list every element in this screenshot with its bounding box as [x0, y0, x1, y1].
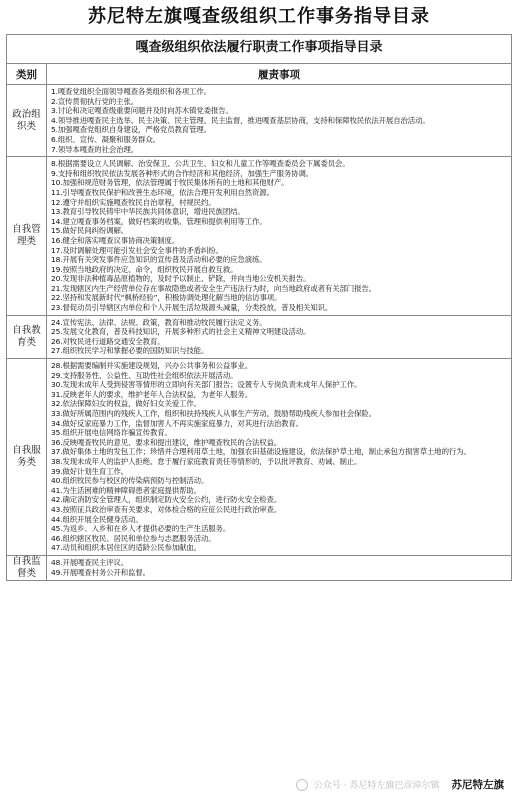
- category-cell: 自我管理类: [7, 157, 47, 316]
- duty-item: 42.确定消防安全管理人，组织制定防火安全公约，进行防火安全检查。: [51, 495, 282, 505]
- duty-item: 45.为返乡、入乡和在乡人才提供必要的生产生活服务。: [51, 524, 231, 534]
- duty-item: 46.组织辖区牧民、居民和单位参与志愿服务活动。: [51, 533, 216, 543]
- duty-item: 24.宣传宪法、法律、法规、政策，教育和推动牧民履行法定义务。: [51, 317, 267, 327]
- duty-item: 27.组织牧民学习和掌握必要的国防知识与技能。: [51, 346, 209, 356]
- duty-item: 32.依法保障妇女的权益，做好妇女关爱工作。: [51, 399, 201, 409]
- table-row: [7, 85, 512, 157]
- duty-item: 7.领导本嘎查的社会治理。: [51, 144, 139, 154]
- watermark-text: 公众号 · 苏尼特左旗巴彦淖尔镇: [313, 781, 440, 791]
- duty-item: 31.反映老年人的要求，维护老年人合法权益，为老年人服务。: [51, 389, 253, 399]
- duty-item: 48.开展嘎查民主评议。: [51, 558, 129, 568]
- category-cell: 自我服务类: [7, 359, 47, 556]
- duty-item: 39.做好计划生育工作。: [51, 466, 129, 476]
- duty-item: 36.反映嘎查牧民的意见、要求和提出建议，维护嘎查牧民的合法权益。: [51, 437, 282, 447]
- duty-item: 23.督促动员引导辖区内单位和个人开展生活垃圾源头减量，分类投放，普及相关知识。: [51, 303, 333, 313]
- watermark-badge: 苏尼特左旗: [446, 775, 511, 794]
- duty-item: 8.根据需要设立人民调解、治安保卫、公共卫生、妇女和儿童工作等嘎查委员会下属委员会。: [51, 159, 350, 169]
- category-cell: 政治组织类: [7, 85, 47, 157]
- duties-cell: [47, 157, 512, 316]
- table-row: [7, 555, 512, 580]
- duty-item: 13.教育引导牧民铸牢中华民族共同体意识，增进民族团结。: [51, 207, 245, 217]
- duty-item: 18.开展有关突发事件应急知识的宣传普及活动和必要的应急演练。: [51, 255, 267, 265]
- duties-cell: [47, 85, 512, 157]
- duties-cell: [47, 555, 512, 580]
- duty-item: 4.领导推进嘎查民主选举、民主决策、民主管理、民主监督，推进嘎查基层协商，支持和保障牧民依法开展自治活动。: [51, 115, 430, 125]
- duty-item: 16.健全和落实嘎查议事协商决策制度。: [51, 235, 180, 245]
- duty-item: 41.为生活困难的精神障碍患者家庭提供帮助。: [51, 485, 201, 495]
- duty-item: 30.发现未成年人受到侵害等情形的立即向有关部门报告；设置专人专岗负责未成年人保护工作。: [51, 380, 362, 390]
- duty-item: 22.坚持和发展新时代“枫桥经验”，积极协调处理化解当地的信访事项。: [51, 293, 282, 303]
- duty-item: 15.做好民间纠纷调解。: [51, 226, 129, 236]
- duties-cell: [47, 315, 512, 358]
- duty-item: 19.按照当地政府的决定、命令，组织牧民开展自救互救。: [51, 264, 238, 274]
- table-row: [7, 315, 512, 358]
- duty-item: 25.发展文化教育，普及科技知识，开展多种形式的社会主义精神文明建设活动。: [51, 327, 311, 337]
- duty-item: 40.组织牧民参与校区的传染病预防与控制活动。: [51, 476, 209, 486]
- duties-table: [6, 63, 512, 581]
- duty-item: 47.动员和组织本居住区的适龄公民参加献血。: [51, 543, 201, 553]
- duty-item: 5.加强嘎查党组织自身建设，严格党员教育管理。: [51, 125, 211, 135]
- duty-item: 38.发现未成年人的监护人拒绝、怠于履行家庭教育责任等情形的，予以批评教育、劝诫、制止。: [51, 456, 362, 466]
- duty-item: 20.发现非法种植毒品原植物的，及时予以制止、铲除，并向当地公安机关报告。: [51, 274, 311, 284]
- duty-item: 43.按照征兵政治审查有关要求，对体检合格的应征公民进行政治审查。: [51, 504, 282, 514]
- duty-item: 44.组织开展全民健身活动。: [51, 514, 143, 524]
- duty-item: 17.及时调解处理可能引发社会安全事件的矛盾纠纷。: [51, 245, 223, 255]
- duty-item: 12.遵守并组织实施嘎查牧民自治章程，村规民约。: [51, 197, 216, 207]
- header-category: 类别: [7, 64, 47, 85]
- duty-item: 34.做好反家庭暴力工作，监督加害人不再实施家庭暴力，对其进行法治教育。: [51, 418, 304, 428]
- duty-item: 3.讨论和决定嘎查级重要问题并及时向苏木镇党委报告。: [51, 106, 233, 116]
- duty-item: 10.加强和规范财务管理，依法管理属于牧民集体所有的土地和其他财产。: [51, 178, 289, 188]
- duty-item: 21.发现辖区内生产经营单位存在事故隐患或者安全生产违法行为时，向当地政府或者有关部门报告。: [51, 283, 376, 293]
- table-row: [7, 359, 512, 556]
- table-header-row: [7, 64, 512, 85]
- duty-item: 11.引导嘎查牧民保护和改善生态环境，依法合理开发利用自然资源。: [51, 187, 274, 197]
- duty-item: 28.根据需要编制并实施建设规划，兴办公共事务和公益事业。: [51, 361, 253, 371]
- duty-item: 1.嘎查党组织全面领导嘎查各类组织和各项工作。: [51, 87, 211, 96]
- duty-item: 2.宣传贯彻执行党的主张。: [51, 96, 139, 106]
- duties-cell: [47, 359, 512, 556]
- duty-item: 26.对牧民进行道路交通安全教育。: [51, 336, 165, 346]
- duty-item: 35.组织开展电信网络诈骗宣传教育。: [51, 428, 172, 438]
- duty-item: 14.建立嘎查事务档案，做好档案的收集、管理和提供利用等工作。: [51, 216, 267, 226]
- page-title: 苏尼特左旗嘎查级组织工作事务指导目录: [88, 6, 430, 27]
- duty-item: 49.开展嘎查村务公开和监督。: [51, 567, 150, 577]
- table-row: [7, 157, 512, 316]
- duty-item: 6.组织、宣传、凝聚和服务群众。: [51, 134, 160, 144]
- duty-item: 29.支持服务性、公益性、互助性社会组织依法开展活动。: [51, 370, 238, 380]
- duty-item: 9.支持和组织牧民依法发展各种形式的合作经济和其他经济，加强生产服务协调。: [51, 168, 314, 178]
- wechat-icon: [296, 779, 308, 791]
- category-cell: 自我监督类: [7, 555, 47, 580]
- duty-item: 37.做好集体土地的发包工作；珍惜并合理利用草土地，加强农田基础设施建设，依法保护草土地，制止承包方损害草土地的行为。: [51, 447, 471, 457]
- header-duties: 履责事项: [47, 64, 512, 85]
- category-cell: 自我教育类: [7, 315, 47, 358]
- duty-item: 33.做好所属范围内的残疾人工作，组织和扶持残疾人从事生产劳动，鼓励帮助残疾人参加社会保险。: [51, 409, 376, 418]
- table-subtitle: 嘎查级组织依法履行职责工作事项指导目录: [6, 34, 512, 63]
- watermark: [296, 775, 510, 794]
